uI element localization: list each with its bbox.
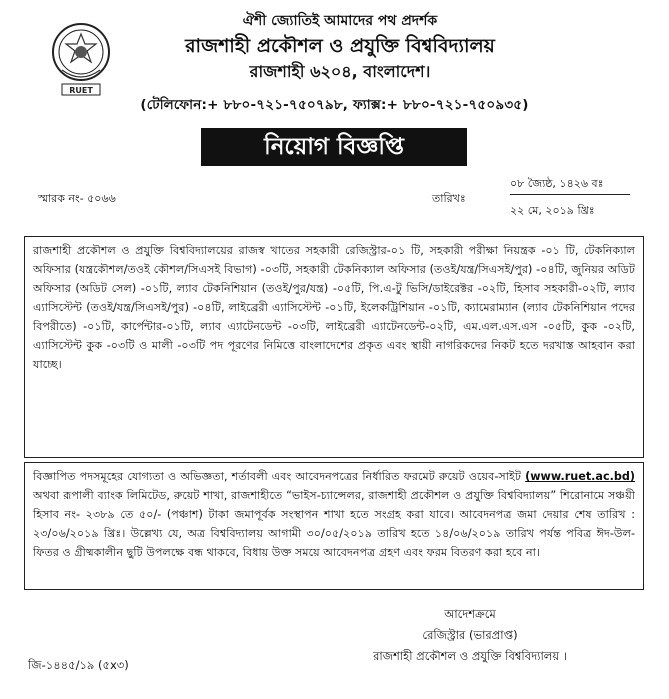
memo-number: স্মারক নং- ৫০৬৬ xyxy=(38,192,116,205)
address: রাজশাহী ৬২০৪, বাংলাদেশ। xyxy=(249,62,431,81)
motto: ঐশী জ্যোতিই আমাদের পথ প্রদর্শক xyxy=(242,13,438,29)
logo-text: RUET xyxy=(69,86,93,95)
application-text-2: অথবা রূপালী ব্যাংক লিমিটেড, রুয়েট শাখা, রাজশাহীতে “ভাইস-চ্যান্সেলর, রাজশাহী প্রকৌশল ও প্রযুক্তি বিশ্ববিদ্যালয়” শিরোনামে সঞ্চয়ী হিসাব নং- ২৩৮৯ তে ৫০/- (পঞ্চাশ) টাকা জমাপূর্বক সংস্থাপন শাখা হতে সংগ্রহ করা যাবে। আবেদনপত্র জমা দেয়ার শেষ তারিখ : ২৩/০৬/২০১৯ খ্রিঃ। উল্লেখ্য যে, অত্র বিশ্ববিদ্যালয় আগামী ৩০/০৫/২০১৯ তারিখ হতে ১৪/০৬/২০১৯ তারিখ পর্যন্ত পবিত্র ঈদ-উল-ফিতর ও গ্রীষ্মকালীন ছুটি উপলক্ষে বন্ধ থাকবে, বিধায় উক্ত সময়ে আবেদনপত্র গ্রহণ এবং ফরম বিতরণ করা হবে না। xyxy=(33,489,635,559)
vacancy-paragraph: রাজশাহী প্রকৌশল ও প্রযুক্তি বিশ্ববিদ্যালয়ের রাজস্ব খাতের সহকারী রেজিস্ট্রার-০১ টি, সহকারী পরীক্ষা নিয়ন্ত্রক -০১ টি, টেকনিক্যাল অফিসার (যন্ত্রকৌশল/তওই কৌশল/সিএসই বিভাগ) -০৩টি, সহকারী টেকনিক্যাল অফিসার (তওই/যন্ত্র/সিএসই/পুর) -০৪টি, জুনিয়র অডিট অফিসার (অডিট সেল) -০১টি, ল্যাব টেকনিশিয়ান (তওই/পুর/যন্ত্র) -০৫টি, পি.এ-টু ভিসি/ডাইরেক্টর -০২টি, হিসাব সহকারী-০২টি, ল্যাব এ্যাসিস্টেন্ট (তওই/যন্ত্র/সিএসই/পুর) -০৪টি, লাইব্রেরী এ্যাসিস্টেন্ট -০১টি, ইলেকট্রিশিয়ান -০১টি, ক্যামেরাম্যান (ল্যাব টেকনিশিয়ান পদের বিপরীতে) -০১টি, কার্পেন্টার-০১টি, ল্যাব এ্যাটেনডেন্ট -০৩টি, লাইব্রেরী এ্যাটেনডেন্ট-০২টি, এম.এল.এস.এস -০৫টি, কুক -০২টি, এ্যাসিস্টেন্ট কুক -০৩টি ও মালী -০৩টি পদ পূরণের নিমিত্তে বাংলাদেশের প্রকৃত এবং স্থায়ী নাগরিকদের নিকট হতে দরখাস্ত আহবান করা যাচ্ছে। xyxy=(33,244,636,371)
signature-block xyxy=(320,604,620,667)
date-label: তারিখঃ xyxy=(432,192,466,205)
letterhead xyxy=(110,10,570,84)
signatory-designation: রেজিস্ট্রার (ভারপ্রাপ্ত) xyxy=(422,628,518,642)
vacancy-paragraph-box xyxy=(24,236,644,458)
application-text-1: বিজ্ঞাপিত পদসমূহের যোগ্যতা ও অভিজ্ঞতা, শর্তাবলী এবং আবেদনপত্রের নির্ধারিত ফরমেট রুয়েট ওয়েব-সাইট xyxy=(33,470,521,483)
ruet-website-link[interactable]: (www.ruet.ac.bd) xyxy=(525,470,635,483)
by-order: আদেশক্রমে xyxy=(444,607,496,621)
contact-info: (টেলিফোন:+ ৮৮০-৭২১-৭৫০৭৯৮, ফ্যাক্স:+ ৮৮০-৭২১-৭৫০৯৩৫) xyxy=(140,97,529,113)
footer-reference: জি-১৪৪৫/১৯ (৫x৩) xyxy=(28,658,129,672)
signatory-institution: রাজশাহী প্রকৌশল ও প্রযুক্তি বিশ্ববিদ্যালয় । xyxy=(373,649,567,663)
application-paragraph xyxy=(33,467,635,562)
date-bangla: ০৮ জ্যৈষ্ঠ, ১৪২৬ বঃ xyxy=(510,176,630,195)
ruet-emblem-icon xyxy=(48,20,114,100)
application-info-box xyxy=(24,462,644,590)
university-name: রাজশাহী প্রকৌশল ও প্রযুক্তি বিশ্ববিদ্যালয় xyxy=(185,35,495,57)
notice-title-banner: নিয়োগ বিজ্ঞপ্তি xyxy=(201,128,467,166)
date-english: ২২ মে, ২০১৯ খ্রিঃ xyxy=(510,204,595,217)
